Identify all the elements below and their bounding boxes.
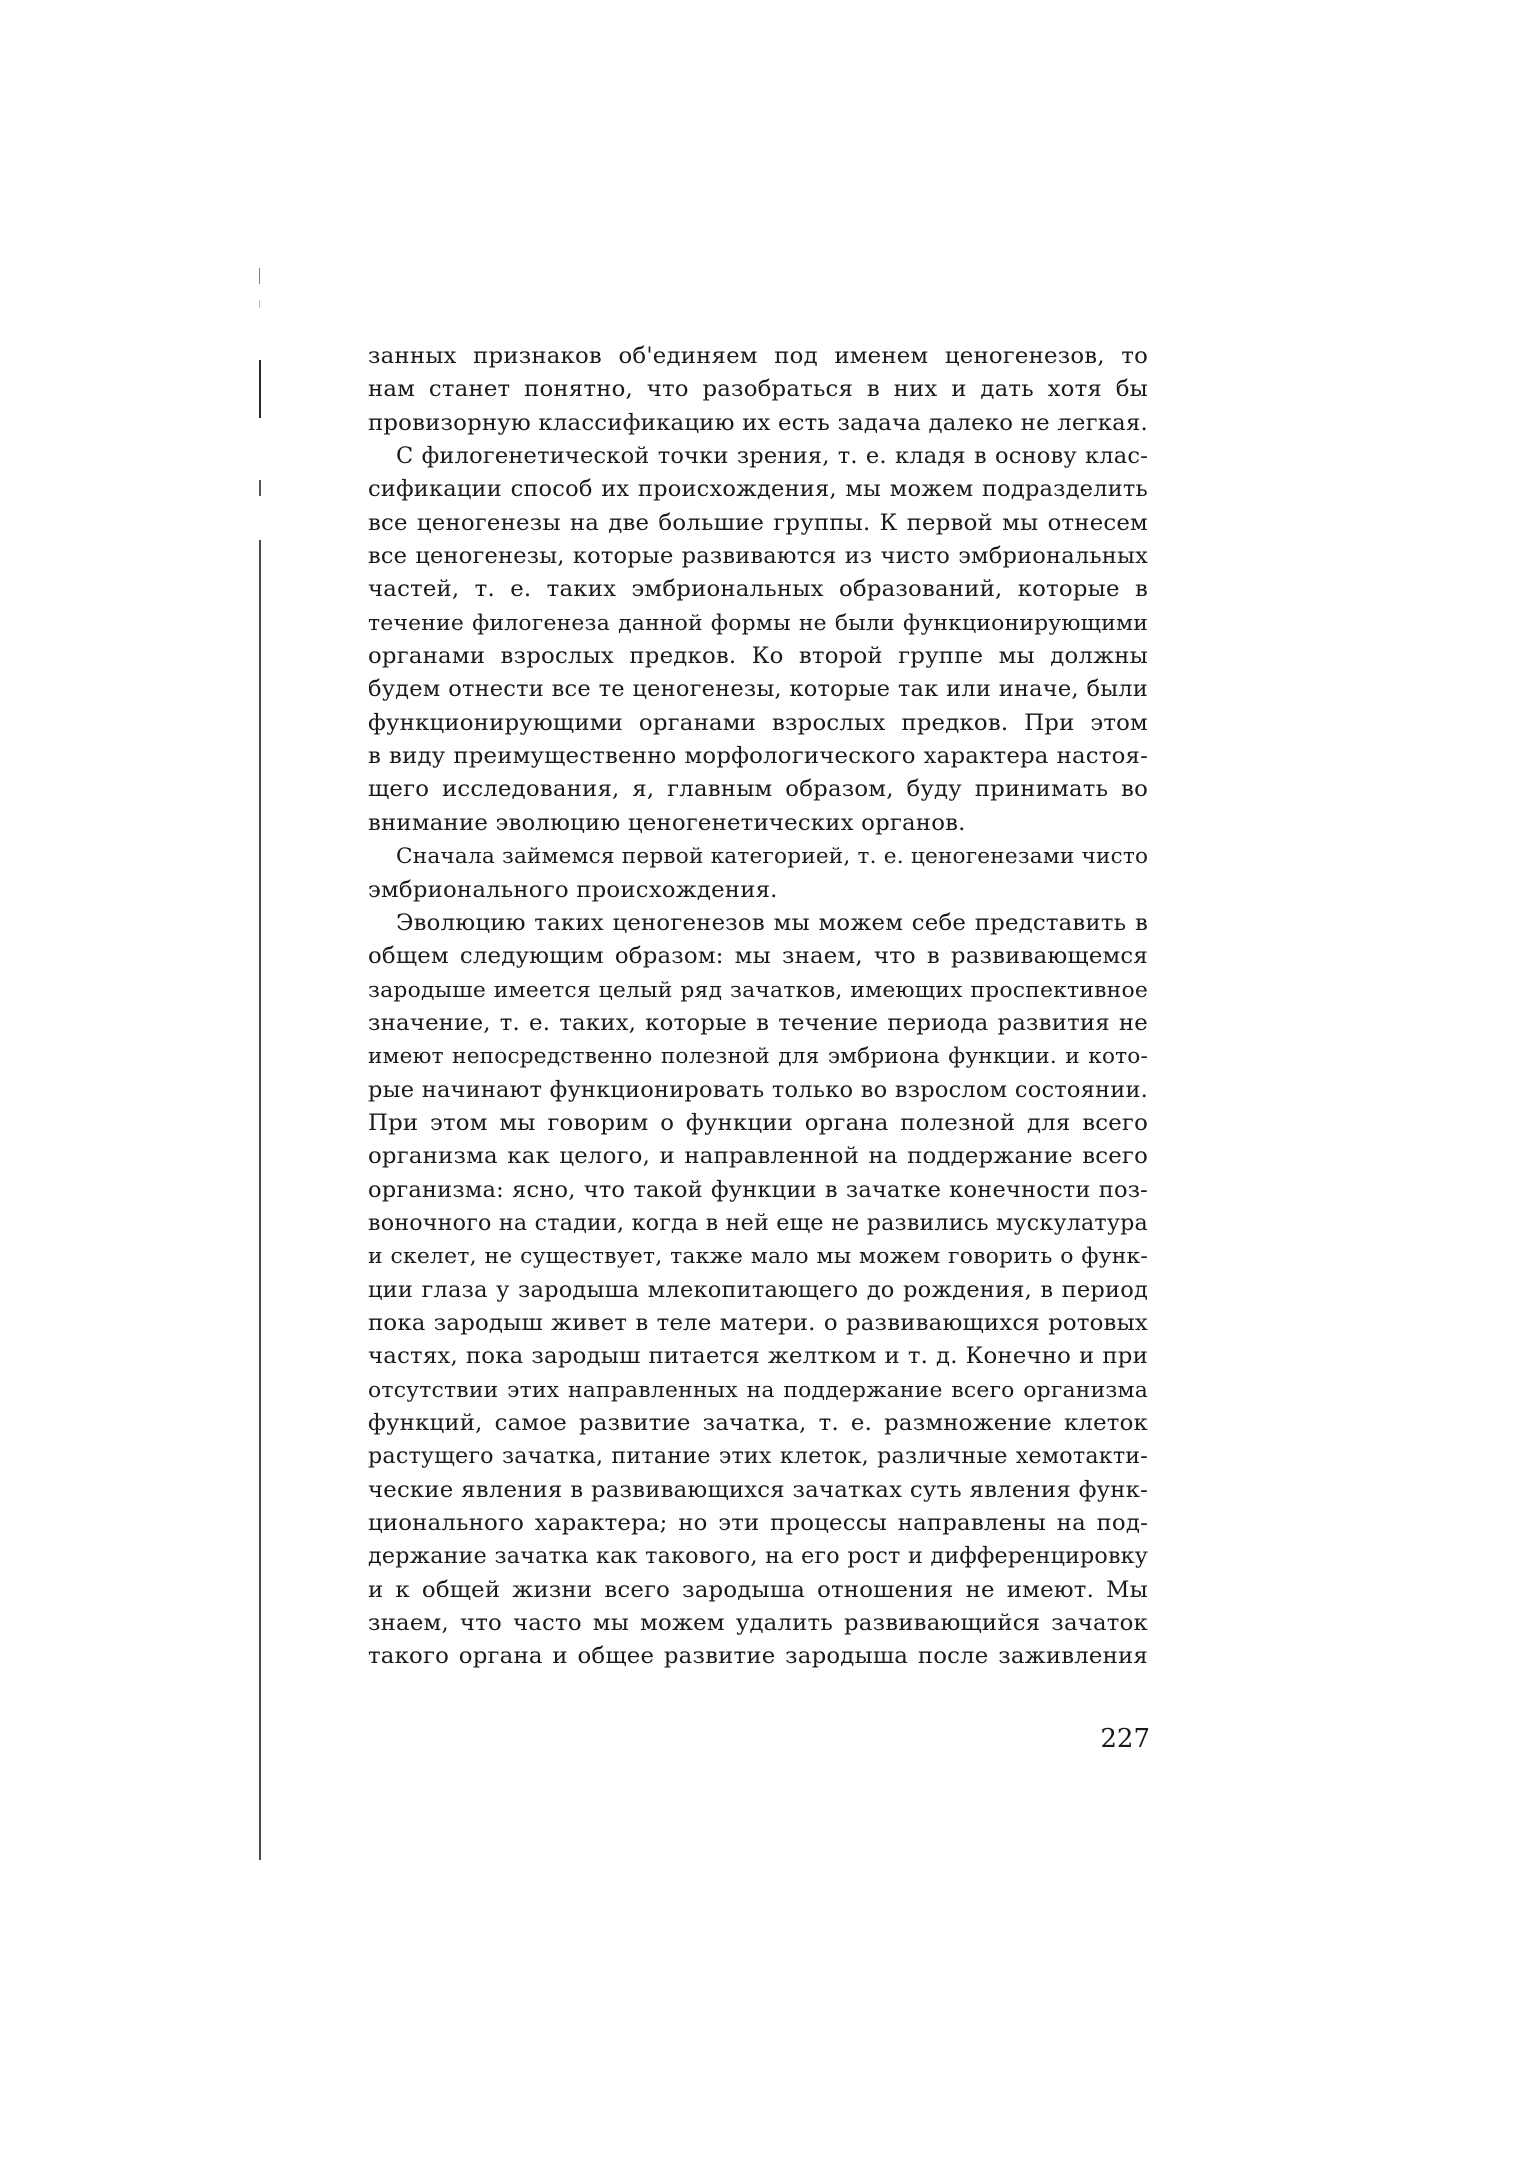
text-line: такого органа и общее развитие зародыша после заживления: [368, 1643, 1148, 1670]
text-line: ции глаза у зародыша млекопитающего до рождения, в период: [368, 1276, 1148, 1303]
text-line: функционирующими органами взрослых предков. При этом: [368, 709, 1148, 736]
text-line: организма: ясно, что такой функции в зачатке конечности поз-: [368, 1176, 1148, 1203]
text-line: эмбрионального происхождения.: [368, 876, 778, 903]
text-line: имеют непосредственно полезной для эмбриона функции. и кото-: [368, 1044, 1148, 1070]
text-line: пока зародыш живет в теле матери. о развивающихся ротовых: [368, 1309, 1148, 1336]
text-line: и скелет, не существует, также мало мы можем говорить о функ-: [368, 1244, 1148, 1270]
text-line: провизорную классификацию их есть задача далеко не легкая.: [368, 409, 1148, 436]
scan-margin-mark: [259, 268, 260, 284]
text-line: воночного на стадии, когда в ней еще не развились мускулатура: [368, 1209, 1148, 1236]
text-line: ческие явления в развивающихся зачатках суть явления функ-: [368, 1476, 1148, 1503]
text-line: будем отнести все те ценогенезы, которые так или иначе, были: [368, 676, 1148, 703]
scan-margin-mark: [259, 300, 260, 308]
text-line: Эволюцию таких ценогенезов мы можем себе представить в: [396, 909, 1148, 936]
scan-margin-mark: [259, 480, 261, 496]
text-line: ционального характера; но эти процессы направлены на под-: [368, 1510, 1148, 1537]
text-line: функций, самое развитие зачатка, т. е. размножение клеток: [368, 1410, 1148, 1436]
text-line: общем следующим образом: мы знаем, что в развивающемся: [368, 943, 1148, 970]
text-line: все ценогенезы на две большие группы. К первой мы отнесем: [368, 509, 1148, 536]
text-line: нам станет понятно, что разобраться в них и дать хотя бы: [368, 376, 1148, 403]
scan-margin-mark: [259, 360, 261, 418]
text-line: все ценогенезы, которые развиваются из чисто эмбриональных: [368, 543, 1148, 570]
text-line: зародыше имеется целый ряд зачатков, имеющих проспективное: [368, 977, 1148, 1003]
text-line: рые начинают функционировать только во взрослом состоянии.: [368, 1076, 1148, 1103]
text-line: сификации способ их происхождения, мы можем подразделить: [368, 476, 1148, 503]
text-line: держание зачатка как такового, на его рост и дифференцировку: [368, 1543, 1148, 1570]
text-line: частях, пока зародыш питается желтком и т. д. Конечно и при: [368, 1343, 1148, 1370]
text-line: частей, т. е. таких эмбриональных образований, которые в: [368, 576, 1148, 603]
text-line: знаем, что часто мы можем удалить развивающийся зачаток: [368, 1610, 1148, 1637]
text-line: занных признаков об'единяем под именем ценогенезов, то: [368, 343, 1148, 369]
text-line: Сначала займемся первой категорией, т. е. ценогенезами чисто: [396, 844, 1148, 870]
text-line: отсутствии этих направленных на поддержание всего организма: [368, 1377, 1148, 1403]
text-line: и к общей жизни всего зародыша отношения не имеют. Мы: [368, 1576, 1148, 1603]
page-number: 227: [1100, 1724, 1150, 1754]
text-line: При этом мы говорим о функции органа полезной для всего: [368, 1109, 1148, 1136]
text-line: органами взрослых предков. Ко второй группе мы должны: [368, 643, 1148, 670]
body-text: [368, 340, 1148, 1674]
scan-margin-line: [259, 540, 261, 1860]
text-line: значение, т. е. таких, которые в течение периода развития не: [368, 1009, 1148, 1036]
text-line: щего исследования, я, главным образом, буду принимать во: [368, 776, 1148, 803]
text-line: внимание эволюцию ценогенетических органов.: [368, 809, 966, 836]
text-line: в виду преимущественно морфологического характера настоя-: [368, 743, 1148, 770]
text-line: течение филогенеза данной формы не были функционирующими: [368, 610, 1148, 636]
text-line: организма как целого, и направленной на поддержание всего: [368, 1143, 1148, 1170]
text-line: растущего зачатка, питание этих клеток, различные хемотакти-: [368, 1443, 1148, 1470]
text-line: С филогенетической точки зрения, т. е. кладя в основу клас-: [396, 443, 1148, 470]
